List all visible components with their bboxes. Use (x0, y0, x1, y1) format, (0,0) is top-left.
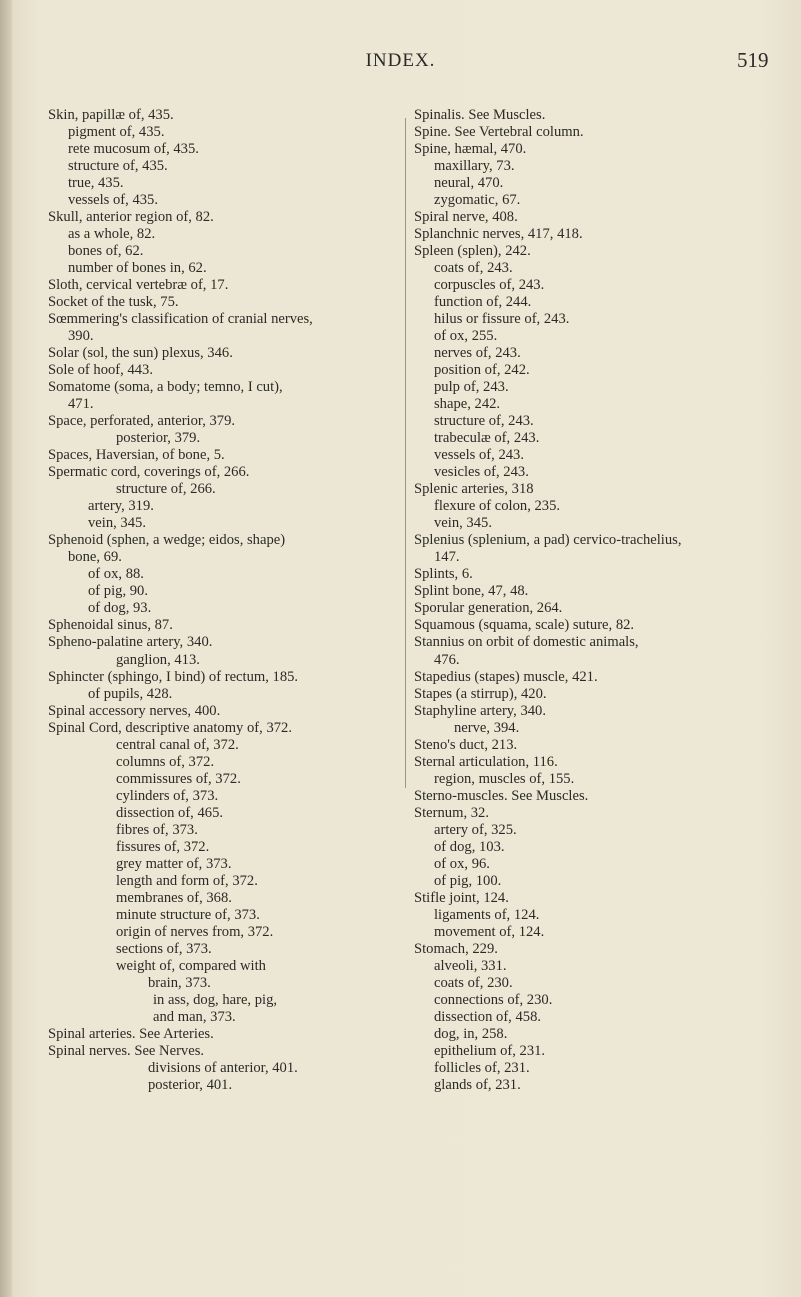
index-subentry: alveoli, 331. (434, 957, 507, 974)
index-subentry: coats of, 243. (434, 260, 513, 277)
index-subentry: posterior, 401. (148, 1076, 233, 1093)
index-entry: Somatome (soma, a body; temno, I cut), (48, 379, 283, 396)
index-subentry: dissection of, 458. (434, 1008, 542, 1025)
index-subentry: 147. (434, 549, 460, 566)
index-subentry: pigment of, 435. (68, 124, 165, 141)
index-entry: Sternal articulation, 116. (414, 753, 558, 770)
index-entry: Sterno-muscles. See Muscles. (414, 787, 589, 804)
index-subentry: of pupils, 428. (88, 685, 173, 702)
index-subentry: and man, 373. (153, 1008, 236, 1025)
index-entry: Spermatic cord, coverings of, 266. (48, 464, 250, 481)
index-entry: Sphenoidal sinus, 87. (48, 617, 173, 634)
index-entry: Sloth, cervical vertebræ of, 17. (48, 277, 229, 294)
index-entry: Splanchnic nerves, 417, 418. (414, 226, 583, 243)
index-subentry: of ox, 88. (88, 566, 144, 583)
index-subentry: weight of, compared with (116, 957, 266, 974)
index-entry: Skin, papillæ of, 435. (48, 107, 174, 123)
index-subentry: nerves of, 243. (434, 345, 521, 362)
page-binding-edge (0, 0, 12, 1297)
index-subentry: artery, 319. (88, 498, 154, 515)
index-subentry: vesicles of, 243. (434, 464, 529, 481)
index-subentry: ganglion, 413. (116, 651, 200, 668)
index-subentry: epithelium of, 231. (434, 1042, 546, 1059)
index-entry: Socket of the tusk, 75. (48, 294, 179, 311)
index-subentry: cylinders of, 373. (116, 787, 219, 804)
index-entry: Splenius (splenium, a pad) cervico-trachelius, (414, 532, 682, 549)
index-entry: Sphincter (sphingo, I bind) of rectum, 185. (48, 668, 299, 685)
index-subentry: commissures of, 372. (116, 770, 241, 787)
index-entry: Spinal nerves. See Nerves. (48, 1042, 205, 1059)
index-subentry: fissures of, 372. (116, 838, 210, 855)
index-subentry: region, muscles of, 155. (434, 770, 575, 787)
index-subentry: neural, 470. (434, 175, 504, 192)
index-subentry: number of bones in, 62. (68, 260, 207, 277)
index-entry: Stomach, 229. (414, 940, 498, 957)
index-subentry: dissection of, 465. (116, 804, 224, 821)
column-divider (405, 118, 406, 788)
page-number: 519 (737, 48, 769, 72)
index-subentry: in ass, dog, hare, pig, (153, 991, 278, 1008)
index-entry: Solar (sol, the sun) plexus, 346. (48, 345, 233, 362)
index-subentry: connections of, 230. (434, 991, 553, 1008)
index-subentry: glands of, 231. (434, 1076, 521, 1093)
index-entry: Staphyline artery, 340. (414, 702, 546, 719)
index-subentry: rete mucosum of, 435. (68, 141, 199, 158)
index-entry: Splints, 6. (414, 566, 473, 583)
index-subentry: of dog, 103. (434, 838, 505, 855)
index-column-right (414, 107, 794, 1094)
index-subentry: of ox, 255. (434, 328, 498, 345)
index-subentry: trabeculæ of, 243. (434, 430, 540, 447)
index-subentry: structure of, 266. (116, 481, 216, 498)
index-subentry: sections of, 373. (116, 940, 212, 957)
index-subentry: central canal of, 372. (116, 736, 239, 753)
index-subentry: flexure of colon, 235. (434, 498, 561, 515)
index-entry: Space, perforated, anterior, 379. (48, 413, 236, 430)
index-subentry: brain, 373. (148, 974, 211, 991)
page-title: INDEX. (365, 50, 436, 71)
index-entry: Sole of hoof, 443. (48, 362, 153, 379)
index-subentry: columns of, 372. (116, 753, 215, 770)
index-subentry: vein, 345. (434, 515, 492, 532)
index-entry: Squamous (squama, scale) suture, 82. (414, 617, 635, 634)
index-entry: Spiral nerve, 408. (414, 209, 518, 226)
index-entry: Stannius on orbit of domestic animals, (414, 634, 639, 651)
index-subentry: shape, 242. (434, 396, 501, 413)
index-subentry: of dog, 93. (88, 600, 152, 617)
index-entry: Sœmmering's classification of cranial nerves, (48, 311, 313, 328)
index-entry: Stapes (a stirrup), 420. (414, 685, 547, 702)
index-subentry: bone, 69. (68, 549, 122, 566)
index-subentry: length and form of, 372. (116, 872, 258, 889)
index-subentry: posterior, 379. (116, 430, 201, 447)
index-subentry: 476. (434, 651, 460, 668)
index-entry: Spaces, Haversian, of bone, 5. (48, 447, 225, 464)
index-entry: Spinal accessory nerves, 400. (48, 702, 221, 719)
index-entry: Sporular generation, 264. (414, 600, 563, 617)
index-subentry: coats of, 230. (434, 974, 513, 991)
index-subentry: nerve, 394. (454, 719, 520, 736)
index-entry: Spinalis. See Muscles. (414, 107, 546, 123)
index-subentry: 471. (68, 396, 94, 413)
index-subentry: hilus or fissure of, 243. (434, 311, 570, 328)
index-subentry: movement of, 124. (434, 923, 545, 940)
index-subentry: fibres of, 373. (116, 821, 198, 838)
index-subentry: pulp of, 243. (434, 379, 509, 396)
index-entry: Spheno-palatine artery, 340. (48, 634, 213, 651)
index-entry: Spine. See Vertebral column. (414, 124, 584, 141)
index-entry: Skull, anterior region of, 82. (48, 209, 214, 226)
index-subentry: vessels of, 243. (434, 447, 524, 464)
index-entry: Spleen (splen), 242. (414, 243, 531, 260)
index-subentry: as a whole, 82. (68, 226, 156, 243)
index-entry: Stifle joint, 124. (414, 889, 509, 906)
index-subentry: position of, 242. (434, 362, 530, 379)
index-entry: Steno's duct, 213. (414, 736, 518, 753)
index-subentry: artery of, 325. (434, 821, 517, 838)
index-subentry: vessels of, 435. (68, 192, 158, 209)
index-subentry: structure of, 435. (68, 158, 168, 175)
index-subentry: function of, 244. (434, 294, 532, 311)
index-subentry: of ox, 96. (434, 855, 490, 872)
index-subentry: corpuscles of, 243. (434, 277, 545, 294)
index-entry: Stapedius (stapes) muscle, 421. (414, 668, 598, 685)
index-entry: Sphenoid (sphen, a wedge; eidos, shape) (48, 532, 286, 549)
index-entry: Sternum, 32. (414, 804, 489, 821)
index-subentry: structure of, 243. (434, 413, 534, 430)
index-subentry: 390. (68, 328, 94, 345)
index-subentry: ligaments of, 124. (434, 906, 540, 923)
index-subentry: divisions of anterior, 401. (148, 1059, 298, 1076)
index-subentry: of pig, 90. (88, 583, 148, 600)
index-entry: Splint bone, 47, 48. (414, 583, 529, 600)
index-entry: Splenic arteries, 318 (414, 481, 534, 498)
index-subentry: dog, in, 258. (434, 1025, 508, 1042)
index-subentry: membranes of, 368. (116, 889, 232, 906)
index-subentry: of pig, 100. (434, 872, 502, 889)
index-subentry: true, 435. (68, 175, 124, 192)
index-subentry: zygomatic, 67. (434, 192, 521, 209)
index-subentry: minute structure of, 373. (116, 906, 260, 923)
index-subentry: bones of, 62. (68, 243, 144, 260)
index-subentry: follicles of, 231. (434, 1059, 530, 1076)
index-subentry: vein, 345. (88, 515, 146, 532)
index-column-left (48, 107, 403, 1094)
index-subentry: maxillary, 73. (434, 158, 515, 175)
index-entry: Spinal Cord, descriptive anatomy of, 372. (48, 719, 292, 736)
index-entry: Spinal arteries. See Arteries. (48, 1025, 214, 1042)
index-subentry: grey matter of, 373. (116, 855, 232, 872)
index-entry: Spine, hæmal, 470. (414, 141, 527, 158)
index-subentry: origin of nerves from, 372. (116, 923, 274, 940)
